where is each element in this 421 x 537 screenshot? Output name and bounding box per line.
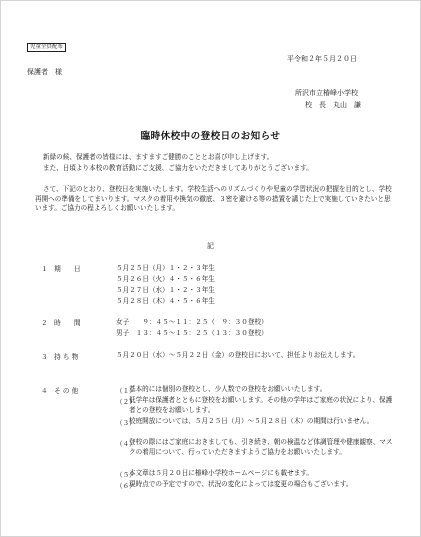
other-item-number: （１） (116, 387, 136, 395)
section-time-label: ２ 時 間 (41, 319, 81, 327)
date-row: ５月２８日（木）４・５・６年生 (116, 297, 215, 305)
other-item-number: （２） (116, 398, 136, 406)
date-row: ５月２７日（水）１・２・３年生 (116, 286, 215, 294)
items-text: ５月２０日（水）～５月２２日（金）の登校日において、担任よりお伝えします。 (116, 351, 360, 359)
section-other-label: ４ そ の 他 (41, 387, 79, 395)
distribution-stamp: 児童全員配布 (27, 43, 66, 52)
document-date: 平令和２年５月２０日 (287, 55, 357, 63)
other-item-text: 校庭開放については、５月２５日（月）～５月２８日（木）の期間は行いません。 (129, 417, 374, 425)
other-item-text: 現時点での予定ですので、状況の変化によっては変更の場合もございます。 (129, 480, 353, 488)
ki-heading: 記 (207, 242, 214, 250)
intro-thanks: また、日頃より本校の教育活動にご支援、ご協力をいただきましてありがとうございます。 (43, 164, 313, 172)
intro-body: さて、下記のとおり、登校日を実施いたします。学校生活へのリズムづくりや児童の学習状況の把握を目的とし、学校再開への準備をしてまいります。マスクの着用や換気の徹底、３密を避ける等の措置を講じた上で実施していきたいと思います。ご協力の程よろしくお願いいたします。 (35, 185, 392, 212)
intro-greeting: 新緑の候、保護者の皆様には、ますますご健勝のこととお喜び申し上げます。 (43, 153, 274, 161)
other-item-number: （６） (116, 482, 136, 490)
time-row-girls: 女子 ９：４５～１１：２５（ ９：３０登校） (116, 318, 268, 326)
date-row: ５月２５日（月）１・２・３年生 (116, 264, 215, 272)
other-item-text: 基本的には個別の登校とし、少人数での登校をお願いいたします。 (129, 385, 327, 393)
other-item-number: （３） (116, 419, 136, 427)
principal-name: 校 長 丸山 謙 (305, 101, 361, 109)
section-dates-label: １ 期 日 (41, 265, 81, 273)
other-item-text: 本文章は５月２０日に椿峰小学校ホームページにも載せます。 (129, 469, 313, 477)
school-name: 所沢市立椿峰小学校 (295, 89, 358, 97)
date-row: ５月２６日（火）４・５・６年生 (116, 275, 215, 283)
recipient: 保護者 様 (27, 68, 62, 76)
page-title: 臨時休校中の登校日のお知らせ (140, 131, 281, 142)
section-items-label: ３ 持 ち 物 (41, 353, 79, 361)
time-row-boys: 男子 １３：４５～１５：２５（１３：３０登校） (116, 329, 268, 337)
other-item-number: （４） (116, 440, 136, 448)
other-item-text: 登校の際にはご家庭におきましても、引き続き、朝の検温など体調管理や健康観察、マスクの着用について、行っていただきますようご協力をお願いいたします。 (129, 438, 393, 456)
other-item-text: 低学年は保護者とともに登校をお願いします。その他の学年はご家庭の状況により、保護者との登校をお願いします。 (129, 396, 393, 414)
other-item-number: （５） (116, 471, 136, 479)
